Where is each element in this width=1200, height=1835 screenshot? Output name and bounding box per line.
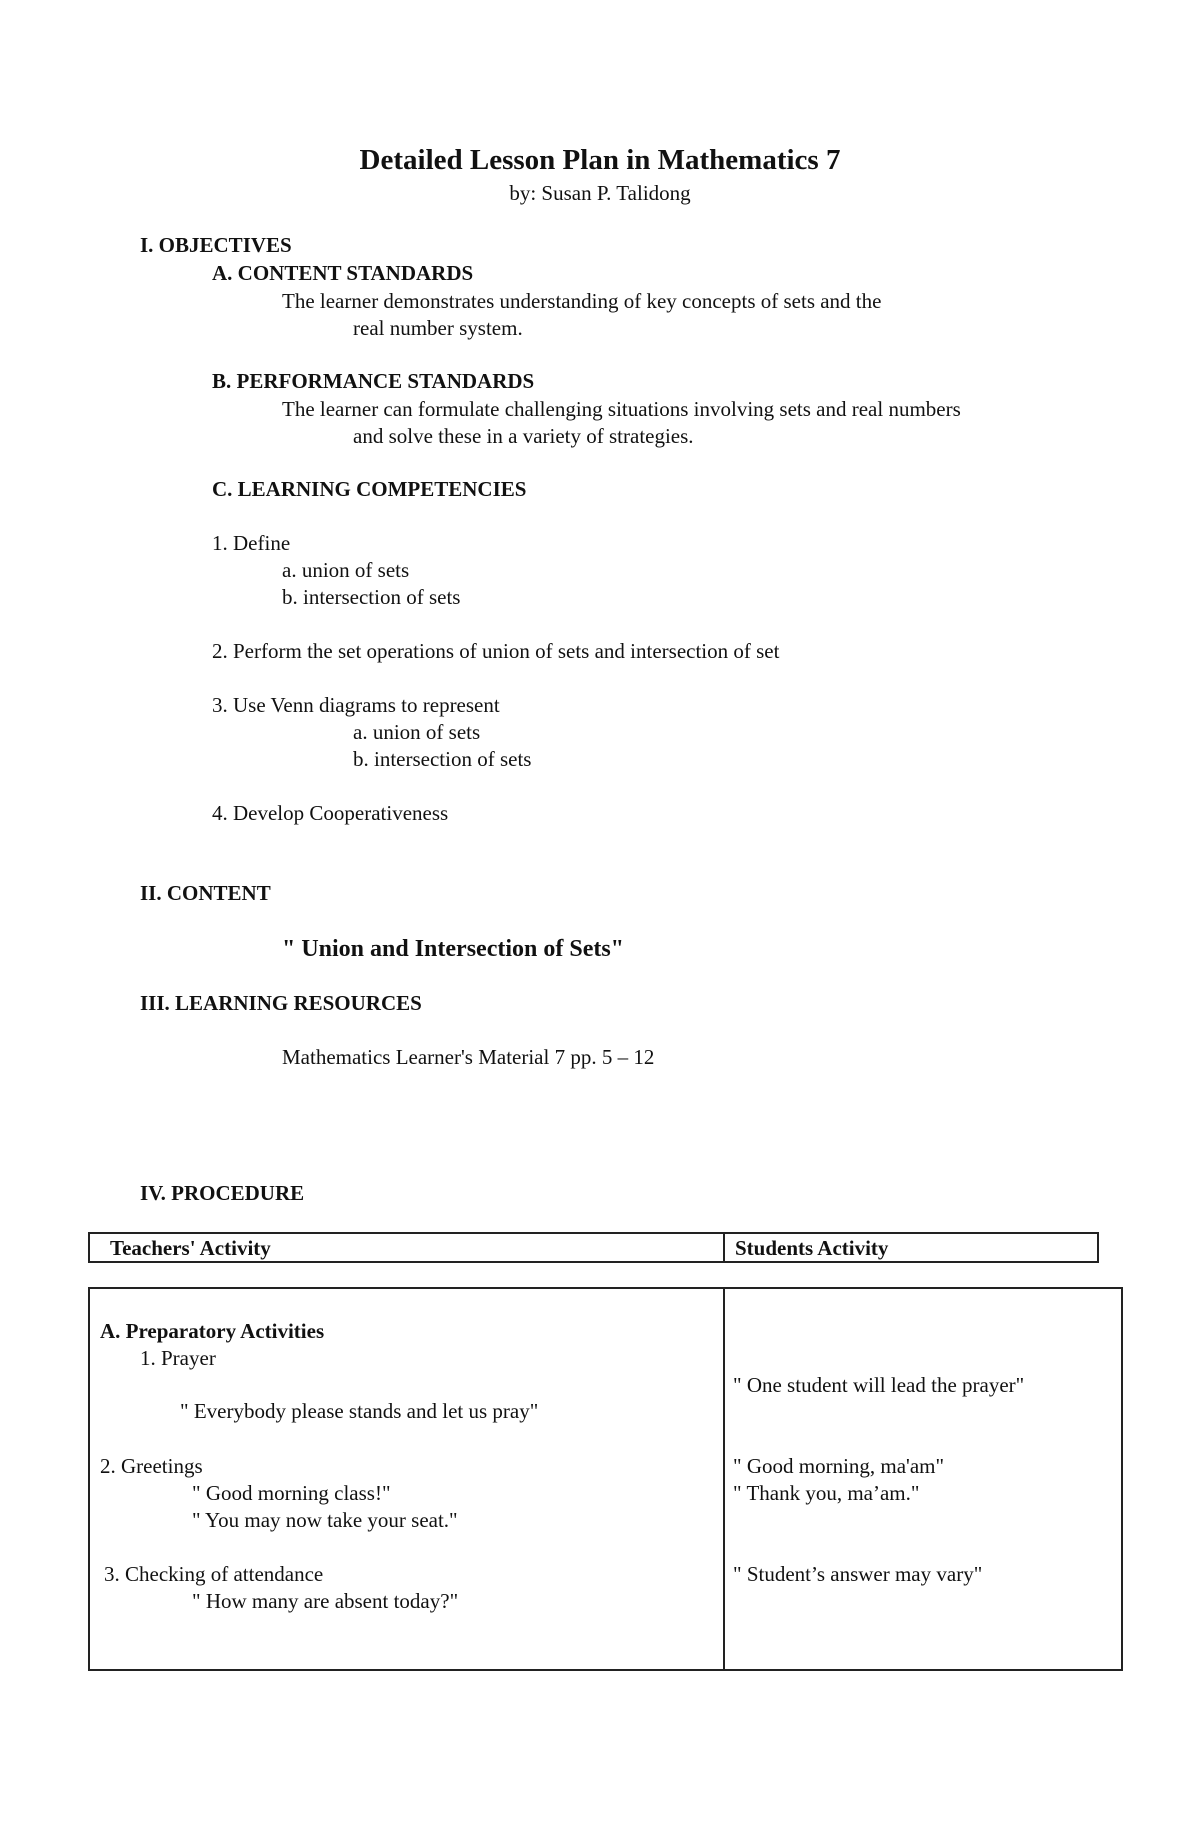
content-standards-line-1: The learner demonstrates understanding of key concepts of sets and the xyxy=(282,289,882,313)
competency-item-1a: a. union of sets xyxy=(282,558,410,582)
col-header-students: Students Activity xyxy=(735,1236,889,1260)
objectives-heading: I. OBJECTIVES xyxy=(140,233,292,257)
header-divider xyxy=(723,1232,725,1263)
learning-competencies-heading: C. LEARNING COMPETENCIES xyxy=(212,477,527,501)
procedure-heading: IV. PROCEDURE xyxy=(140,1181,305,1205)
attendance-question: " How many are absent today?" xyxy=(192,1589,459,1613)
greetings-response-2: " Thank you, ma’am." xyxy=(733,1481,920,1505)
attendance-label: 3. Checking of attendance xyxy=(104,1562,324,1586)
competency-item-4: 4. Develop Cooperativeness xyxy=(212,801,449,825)
col-header-teacher: Teachers' Activity xyxy=(110,1236,271,1260)
competency-item-3a: a. union of sets xyxy=(353,720,481,744)
competency-item-1b: b. intersection of sets xyxy=(282,585,461,609)
competency-item-2: 2. Perform the set operations of union of sets and intersection of set xyxy=(212,639,780,663)
performance-standards-line-1: The learner can formulate challenging situations involving sets and real numbers xyxy=(282,397,961,421)
performance-standards-line-2: and solve these in a variety of strategies. xyxy=(353,424,694,448)
prayer-label: 1. Prayer xyxy=(140,1346,216,1370)
prayer-quote: " Everybody please stands and let us pray" xyxy=(180,1399,539,1423)
competency-item-3: 3. Use Venn diagrams to represent xyxy=(212,693,500,717)
resources-text: Mathematics Learner's Material 7 pp. 5 – 12 xyxy=(282,1045,655,1069)
prayer-response: " One student will lead the prayer" xyxy=(733,1373,1025,1397)
lesson-topic: " Union and Intersection of Sets" xyxy=(282,936,624,962)
competency-item-3b: b. intersection of sets xyxy=(353,747,532,771)
competency-item-1: 1. Define xyxy=(212,531,291,555)
content-standards-line-2: real number system. xyxy=(353,316,523,340)
content-heading: II. CONTENT xyxy=(140,881,271,905)
greetings-response-1: " Good morning, ma'am" xyxy=(733,1454,945,1478)
content-standards-heading: A. CONTENT STANDARDS xyxy=(212,261,474,285)
preparatory-heading: A. Preparatory Activities xyxy=(100,1319,325,1343)
page-title: Detailed Lesson Plan in Mathematics 7 xyxy=(359,144,841,176)
greetings-label: 2. Greetings xyxy=(100,1454,203,1478)
greetings-quote-1: " Good morning class!" xyxy=(192,1481,391,1505)
greetings-quote-2: " You may now take your seat." xyxy=(192,1508,458,1532)
body-divider xyxy=(723,1287,725,1671)
author-line: by: Susan P. Talidong xyxy=(509,181,691,205)
attendance-response: " Student’s answer may vary" xyxy=(733,1562,983,1586)
performance-standards-heading: B. PERFORMANCE STANDARDS xyxy=(212,369,535,393)
resources-heading: III. LEARNING RESOURCES xyxy=(140,991,422,1015)
